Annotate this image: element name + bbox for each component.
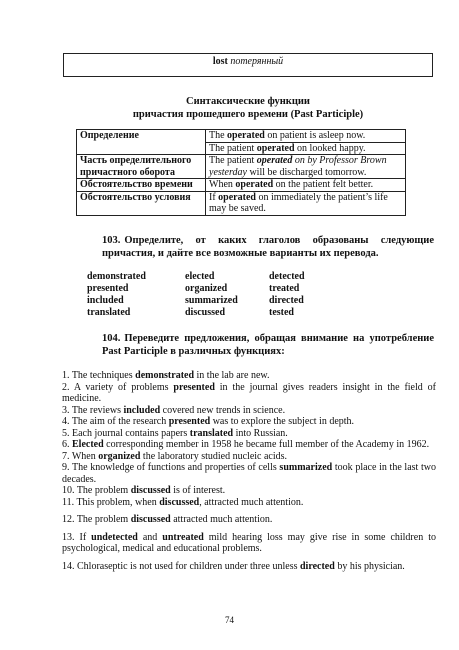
- exercise-104-text: Переведите предложения, обращая внимание на употребление Past Participle в различных функциях:: [102, 333, 434, 357]
- example-cell: [206, 179, 406, 192]
- example-text: on the patient felt better.: [273, 179, 374, 190]
- example-cell: [206, 155, 406, 179]
- sentence-text: 3. The reviews: [62, 404, 124, 416]
- exercise-104-title: [102, 332, 434, 358]
- sentence-text: 10. The problem: [62, 485, 131, 496]
- example-text: The patient: [209, 142, 257, 154]
- sentence-text: covered new trends in science.: [160, 404, 286, 416]
- verb-item: elected: [185, 271, 215, 282]
- lost-translation: потерянный: [230, 56, 284, 67]
- verb-item: directed: [269, 295, 304, 306]
- sentence-participle: demonstrated: [135, 370, 195, 381]
- sentence-participle: untreated: [162, 531, 204, 543]
- sentence-text: , attracted much attention.: [199, 496, 304, 508]
- verb-item: organized: [185, 283, 228, 294]
- sentence-participle: organized: [98, 450, 141, 462]
- example-text: The patient: [209, 155, 257, 166]
- table-row: [77, 155, 406, 179]
- sentence-text: in the lab are new.: [194, 370, 270, 381]
- example-text: will be discharged tomorrow.: [246, 166, 367, 178]
- sentence-participle: discussed: [130, 485, 171, 496]
- sentence-text: 6.: [62, 439, 72, 450]
- exercise-103-number: 103.: [102, 235, 121, 246]
- sentence-list: [62, 370, 436, 572]
- sentence-participle: translated: [189, 427, 234, 439]
- verb-item: demonstrated: [87, 271, 146, 282]
- sentence: [62, 370, 436, 382]
- sentence-participle: undetected: [91, 531, 138, 543]
- example-text: When: [209, 179, 236, 190]
- sentence: [62, 405, 436, 417]
- verb-item: included: [87, 295, 124, 306]
- heading-line-1: Синтаксические функции: [186, 96, 310, 107]
- sentence-participle: presented: [168, 416, 211, 427]
- sentence-participle: directed: [300, 560, 335, 572]
- sentence-text: the laboratory studied nucleic acids.: [140, 450, 288, 462]
- exercise-104-number: 104.: [102, 333, 121, 344]
- example-participle: operated: [256, 142, 295, 154]
- example-text: The: [209, 130, 228, 141]
- verb-column-2: [185, 271, 238, 319]
- verb-item: tested: [269, 307, 294, 318]
- sentence-text: 1. The techniques: [62, 370, 136, 381]
- sentence: [62, 485, 436, 497]
- sentence-text: and: [137, 531, 163, 543]
- function-name-cell: Обстоятельство условия: [77, 191, 206, 215]
- exercise-103-title: [102, 234, 434, 260]
- lost-word: lost: [212, 56, 228, 67]
- table-row: [77, 130, 406, 143]
- example-text: on looked happy.: [294, 142, 366, 154]
- lost-translation-box: [63, 53, 433, 77]
- sentence-participle: included: [123, 404, 161, 416]
- exercise-103-text: Определите, от каких глаголов образованы следующие причастия, и дайте все возможные варианты их перевода.: [102, 235, 434, 259]
- sentence: [62, 428, 436, 440]
- sentence-text: 2. A variety of problems: [62, 381, 174, 393]
- verb-item: treated: [269, 283, 300, 294]
- section-heading: [60, 95, 436, 121]
- sentence-text: was to explore the subject in depth.: [210, 416, 355, 427]
- sentence-participle: discussed: [159, 496, 200, 508]
- sentence-participle: presented: [173, 381, 215, 393]
- verb-item: detected: [269, 271, 305, 282]
- sentence-text: 9. The knowledge of functions and properties of cells: [62, 462, 280, 473]
- function-name-cell: Обстоятельство времени: [77, 179, 206, 192]
- sentence-text: mild hearing loss may give rise in some children to psychological, medical and educational problems.: [62, 531, 436, 554]
- sentence: [62, 561, 436, 573]
- sentence-participle: Elected: [72, 439, 104, 450]
- sentence-text: into Russian.: [233, 427, 288, 439]
- sentence: [62, 497, 436, 509]
- table-row: [77, 191, 406, 215]
- sentence: [62, 532, 436, 555]
- table-row: [77, 179, 406, 192]
- sentence-text: 4. The aim of the research: [62, 416, 169, 427]
- sentence-text: 14. Chloraseptic is not used for children under three unless: [62, 560, 300, 572]
- sentence: [62, 416, 436, 428]
- function-name-cell: Часть определительного причастного оборота: [77, 155, 206, 179]
- sentence-text: 5. Each journal contains papers: [62, 427, 190, 439]
- sentence: [62, 514, 436, 526]
- sentence-text: 13. If: [62, 531, 92, 543]
- function-name-cell: Определение: [77, 130, 206, 155]
- sentence-text: is of interest.: [170, 485, 226, 496]
- example-cell: [206, 130, 406, 143]
- example-text: on patient is asleep now.: [264, 130, 366, 141]
- example-cell: [206, 191, 406, 215]
- sentence-text: attracted much attention.: [170, 514, 273, 525]
- sentence: [62, 439, 436, 451]
- sentence-participle: summarized: [279, 462, 333, 473]
- example-text: on immediately the patient’s life may be saved.: [209, 191, 388, 214]
- sentence: [62, 451, 436, 463]
- sentence-text: in the journal gives readers insight in the field of medicine.: [62, 381, 436, 404]
- sentence-text: 7. When: [62, 450, 99, 462]
- verb-item: summarized: [185, 295, 238, 306]
- example-cell: [206, 142, 406, 155]
- verb-item: translated: [87, 307, 131, 318]
- example-phrase: on by Professor Brown yesterday: [209, 155, 387, 178]
- sentence-text: corresponding member in 1958 he became full member of the Academy in 1962.: [103, 439, 430, 450]
- sentence-text: 11. This problem, when: [62, 496, 160, 508]
- sentence: [62, 382, 436, 405]
- verb-item: discussed: [185, 307, 226, 318]
- example-participle: operated: [218, 191, 256, 203]
- sentence-participle: discussed: [130, 514, 171, 525]
- sentence-text: 12. The problem: [62, 514, 131, 525]
- example-participle: operated: [235, 179, 274, 190]
- example-text: If: [209, 191, 219, 203]
- sentence: [62, 462, 436, 485]
- page-number: 74: [225, 615, 234, 625]
- participle-functions-table: [76, 129, 406, 216]
- sentence-text: by his physician.: [334, 560, 405, 572]
- verb-column-1: [87, 271, 146, 319]
- verb-column-3: [269, 271, 305, 319]
- verb-item: presented: [87, 283, 129, 294]
- sentence-text: took place in the last two decades.: [62, 462, 436, 485]
- example-participle: operated: [227, 130, 265, 141]
- example-participle: operated: [256, 155, 293, 166]
- heading-line-2: причастия прошедшего времени (Past Participle): [132, 109, 364, 120]
